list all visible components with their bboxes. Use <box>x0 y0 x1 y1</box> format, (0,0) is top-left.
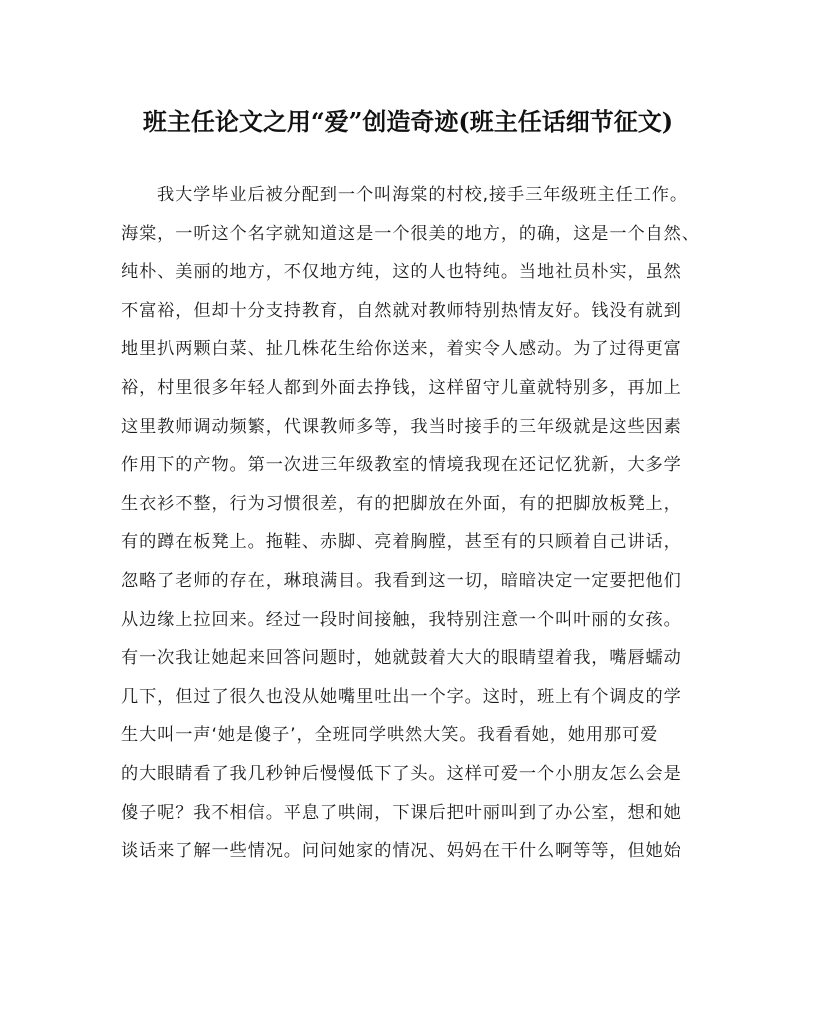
document-body <box>121 176 701 871</box>
paragraph-line: 我大学毕业后被分配到一个叫海棠的村校,接手三年级班主任工作。 <box>157 185 688 205</box>
paragraph-line: 生衣衫不整，行为习惯很差，有的把脚放在外面，有的把脚放板凳上， <box>121 493 682 514</box>
paragraph-line: 纯朴、美丽的地方，不仅地方纯，这的人也特纯。当地社员朴实，虽然 <box>121 262 682 283</box>
paragraph-line: 不富裕，但却十分支持教育，自然就对教师特别热情友好。钱没有就到 <box>121 300 682 321</box>
paragraph-line: 忽略了老师的存在，琳琅满目。我看到这一切，暗暗决定一定要把他们 <box>121 570 682 591</box>
document-title: 班主任论文之用“爱”创造奇迹(班主任话细节征文) <box>142 107 674 136</box>
paragraph-line: 从边缘上拉回来。经过一段时间接触，我特别注意一个叫叶丽的女孩。 <box>121 609 682 630</box>
paragraph-line: 裕，村里很多年轻人都到外面去挣钱，这样留守儿童就特别多，再加上 <box>121 377 682 398</box>
paragraph-line: 海棠，一听这个名字就知道这是一个很美的地方，的确，这是一个自然、 <box>121 223 700 244</box>
paragraph-line: 地里扒两颗白菜、扯几株花生给你送来，着实令人感动。为了过得更富 <box>121 339 682 360</box>
paragraph-line: 几下，但过了很久也没从她嘴里吐出一个字。这时，班上有个调皮的学 <box>121 686 682 707</box>
paragraph-line: 傻子呢？我不相信。平息了哄闹，下课后把叶丽叫到了办公室，想和她 <box>121 802 682 823</box>
paragraph-line: 有一次我让她起来回答问题时，她就鼓着大大的眼睛望着我，嘴唇蠕动 <box>121 648 682 669</box>
paragraph-line: 生大叫一声‘她是傻子’，全班同学哄然大笑。我看看她，她用那可爱 <box>121 725 659 746</box>
paragraph-line: 作用下的产物。第一次进三年级教室的情境我现在还记忆犹新，大多学 <box>121 455 682 476</box>
paragraph-line: 这里教师调动频繁，代课教师多等，我当时接手的三年级就是这些因素 <box>121 416 682 437</box>
paragraph-line: 有的蹲在板凳上。拖鞋、赤脚、亮着胸膛，甚至有的只顾着自己讲话， <box>121 532 682 553</box>
paragraph-line: 的大眼睛看了我几秒钟后慢慢低下了头。这样可爱一个小朋友怎么会是 <box>121 763 682 784</box>
paragraph-line: 谈话来了解一些情况。问问她家的情况、妈妈在干什么啊等等，但她始 <box>121 841 682 862</box>
